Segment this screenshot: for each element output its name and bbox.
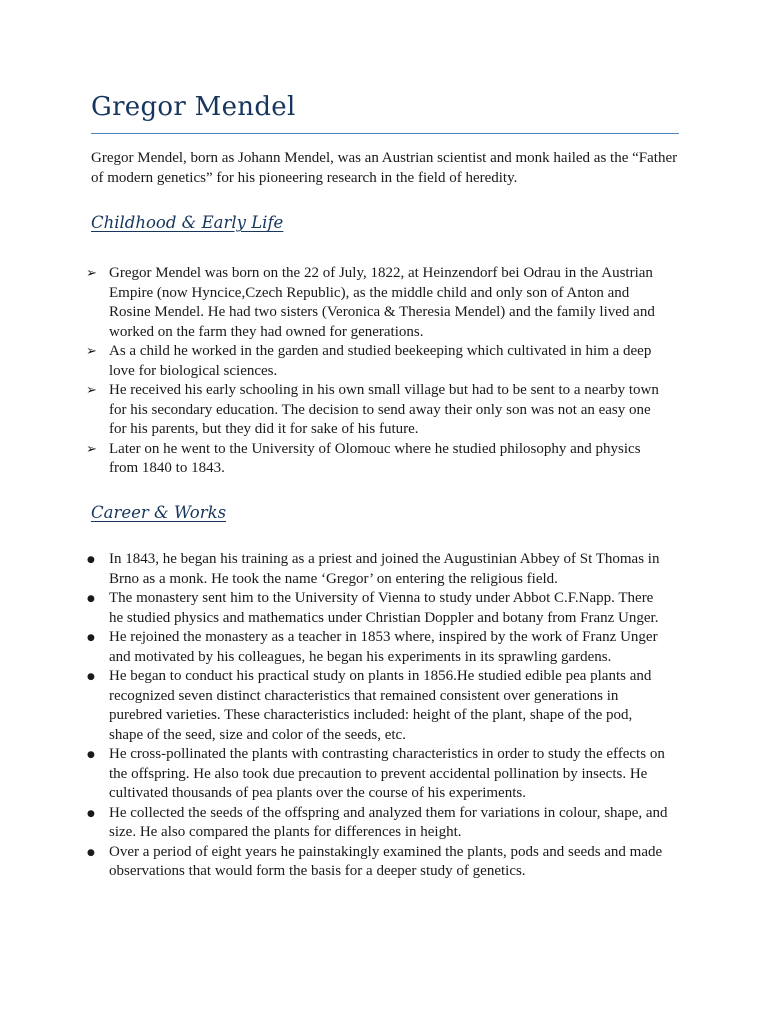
childhood-list bbox=[0, 264, 700, 479]
bullet-icon: ● bbox=[87, 594, 95, 604]
arrow-bullet-icon: ➢ bbox=[86, 344, 97, 359]
list-item bbox=[0, 843, 669, 882]
list-item bbox=[0, 589, 669, 628]
bullet-icon: ● bbox=[87, 750, 95, 760]
intro-paragraph: Gregor Mendel, born as Johann Mendel, was an Austrian scientist and monk hailed as the “Father of modern genetics” for his pioneering research in the field of heredity. bbox=[91, 150, 678, 186]
list-item-text: He began to conduct his practical study on plants in 1856.He studied edible pea plants and recognized seven distinct characteristics that remained consistent over generations in purebred varieties. These characteristics included: height of the plant, shape of the pod, shape of the seed, size and color of the seeds, etc. bbox=[109, 668, 652, 743]
list-item-text: Later on he went to the University of Olomouc where he studied philosophy and physics from 1840 to 1843. bbox=[109, 440, 641, 476]
list-item-text: He rejoined the monastery as a teacher in 1853 where, inspired by the work of Franz Unger and motivated by his colleagues, he began his experiments in its sprawling gardens. bbox=[109, 629, 658, 665]
list-item-text: Over a period of eight years he painstakingly examined the plants, pods and seeds and made observations that would form the basis for a deeper study of genetics. bbox=[109, 843, 663, 879]
list-item-text: The monastery sent him to the University of Vienna to study under Abbot C.F.Napp. There he studied physics and mathematics under Christian Doppler and botany from Franz Unger. bbox=[109, 590, 659, 626]
bullet-icon: ● bbox=[87, 633, 95, 643]
bullet-icon: ● bbox=[87, 555, 95, 565]
page-title: Gregor Mendel bbox=[91, 92, 296, 122]
section-heading-career: Career & Works bbox=[91, 503, 227, 522]
list-item bbox=[0, 804, 669, 843]
list-item bbox=[0, 745, 669, 804]
list-item-text: He collected the seeds of the offspring and analyzed them for variations in colour, shape, and size. He also compared the plants for differences in height. bbox=[109, 804, 668, 840]
bullet-icon: ● bbox=[87, 672, 95, 682]
list-item bbox=[0, 628, 669, 667]
list-item bbox=[0, 440, 669, 479]
list-item bbox=[0, 264, 669, 342]
list-item-text: He cross-pollinated the plants with contrasting characteristics in order to study the effects on the offspring. He also took due precaution to prevent accidental pollination by insects. He cultivated thousands of pea plants over the course of his experiments. bbox=[109, 746, 665, 801]
list-item-text: He received his early schooling in his own small village but had to be sent to a nearby town for his secondary education. The decision to send away their only son was not an easy one for his parents, but they did it for sake of his future. bbox=[109, 382, 659, 437]
list-item bbox=[0, 550, 669, 589]
section-heading-childhood: Childhood & Early Life bbox=[91, 213, 284, 232]
arrow-bullet-icon: ➢ bbox=[86, 383, 97, 398]
list-item bbox=[0, 342, 669, 381]
bullet-icon: ● bbox=[87, 808, 95, 819]
bullet-icon: ● bbox=[87, 847, 95, 858]
list-item-text: As a child he worked in the garden and studied beekeeping which cultivated in him a deep love for biological sciences. bbox=[109, 343, 652, 379]
list-item-text: In 1843, he began his training as a priest and joined the Augustinian Abbey of St Thomas in Brno as a monk. He took the name ‘Gregor’ on entering the religious field. bbox=[109, 551, 660, 587]
list-item bbox=[0, 667, 669, 745]
title-divider bbox=[91, 133, 679, 134]
list-item bbox=[0, 381, 669, 440]
arrow-bullet-icon: ➢ bbox=[86, 441, 97, 457]
arrow-bullet-icon: ➢ bbox=[86, 266, 97, 281]
career-list bbox=[0, 550, 700, 882]
list-item-text: Gregor Mendel was born on the 22 of July, 1822, at Heinzendorf bei Odrau in the Austrian Empire (now Hyncice,Czech Republic), as the middle child and only son of Anton and Rosine Mendel. He had two sisters (Veronica & Theresia Mendel) and the family lived and worked on the farm they had owned for generations. bbox=[109, 265, 655, 340]
